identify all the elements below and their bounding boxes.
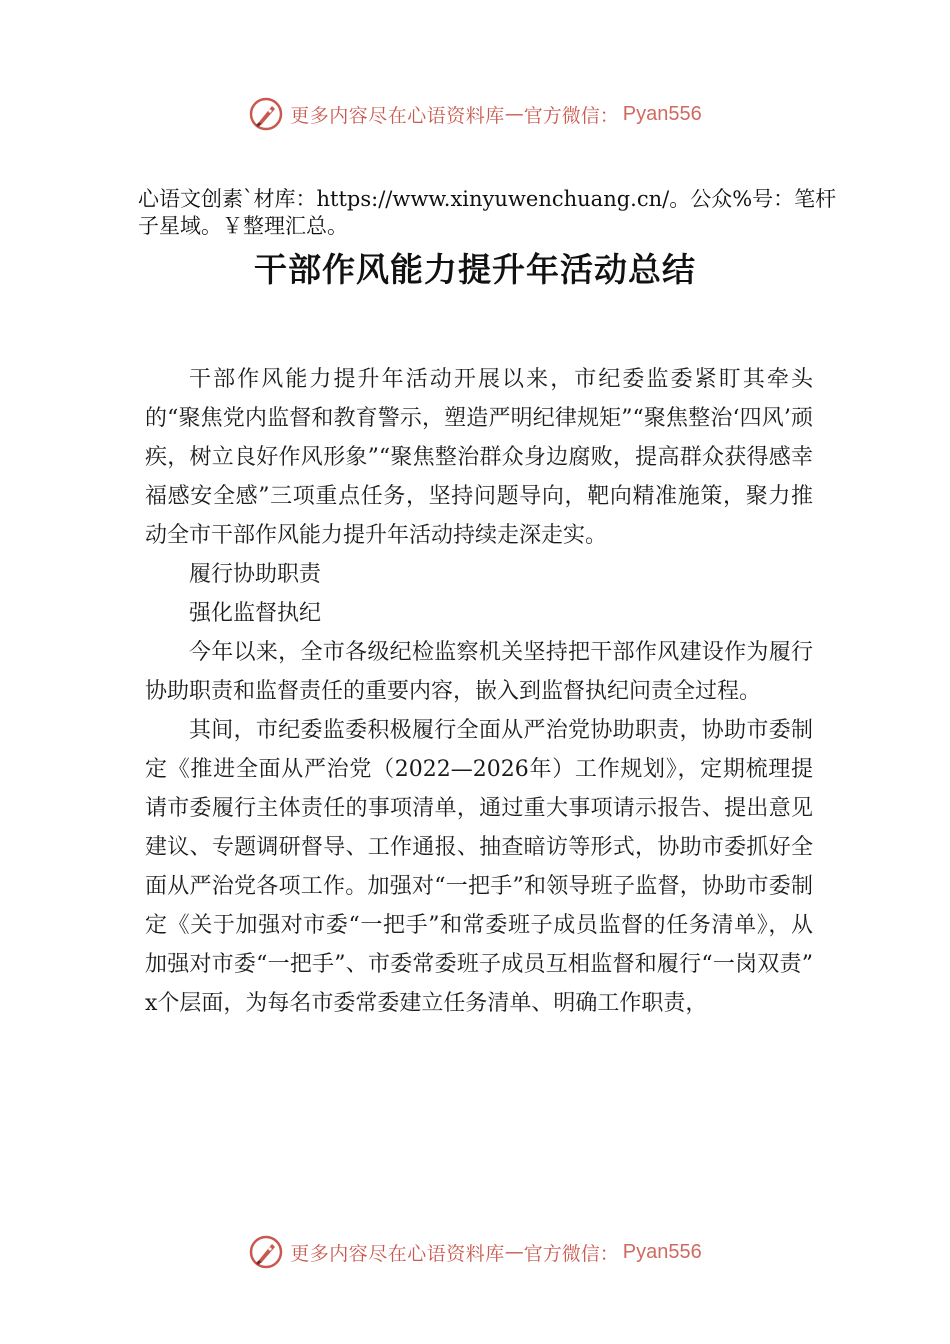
paragraph: 今年以来，全市各级纪检监察机关坚持把干部作风建设作为履行协助职责和监督责任的重要内容，嵌入到监督执纪问责全过程。 bbox=[145, 640, 813, 704]
paragraph: 其间，市纪委监委积极履行全面从严治党协助职责，协助市委制定《推进全面从严治党（2022—2026年）工作规划》，定期梳理提请市委履行主体责任的事项清单，通过重大事项请示报告、提出意见建议、专题调研督导、工作通报、抽查暗访等形式，协助市委抓好全面从严治党各项工作。加强对“一把手”和领导班子监督，协助市委制定《关于加强对市委“一把手”和常委班子成员监督的任务清单》，从加强对市委“一把手”、市委常委班子成员互相监督和履行“一岗双责” x个层面，为每名市委常委建立任务清单、明确工作职责， bbox=[145, 718, 813, 1016]
banner-dash: — bbox=[504, 1241, 524, 1263]
banner-text: 更多内容尽在心语资料库 bbox=[290, 104, 505, 127]
pen-nib-logo-icon bbox=[248, 96, 284, 132]
header-banner bbox=[0, 94, 950, 134]
banner-dash: — bbox=[504, 103, 524, 125]
document-body bbox=[145, 360, 813, 1023]
source-note: 心语文创素`材库：https://www.xinyuwenchuang.cn/。公众%号：笔杆子星域。￥整理汇总。 bbox=[138, 187, 837, 238]
banner-text: 更多内容尽在心语资料库 bbox=[290, 1242, 505, 1265]
banner-wechat-id: Pyan556 bbox=[622, 1240, 702, 1263]
document-title: 干部作风能力提升年活动总结 bbox=[254, 250, 696, 289]
footer-banner bbox=[0, 1232, 950, 1272]
pen-nib-logo-icon bbox=[248, 1234, 284, 1270]
section-heading: 履行协助职责 bbox=[189, 562, 322, 587]
paragraph-intro: 干部作风能力提升年活动开展以来，市纪委监委紧盯其牵头的“聚焦党内监督和教育警示，塑造严明纪律规矩”“聚焦整治‘四风’顽疾，树立良好作风形象”“聚焦整治群众身边腐败，提高群众获得感幸福感安全感”三项重点任务，坚持问题导向，靶向精准施策，聚力推动全市干部作风能力提升年活动持续走深走实。 bbox=[145, 367, 813, 548]
banner-wechat-id: Pyan556 bbox=[622, 102, 702, 125]
banner-label: 官方微信： bbox=[523, 104, 619, 127]
section-heading: 强化监督执纪 bbox=[189, 601, 322, 626]
banner-label: 官方微信： bbox=[523, 1242, 619, 1265]
